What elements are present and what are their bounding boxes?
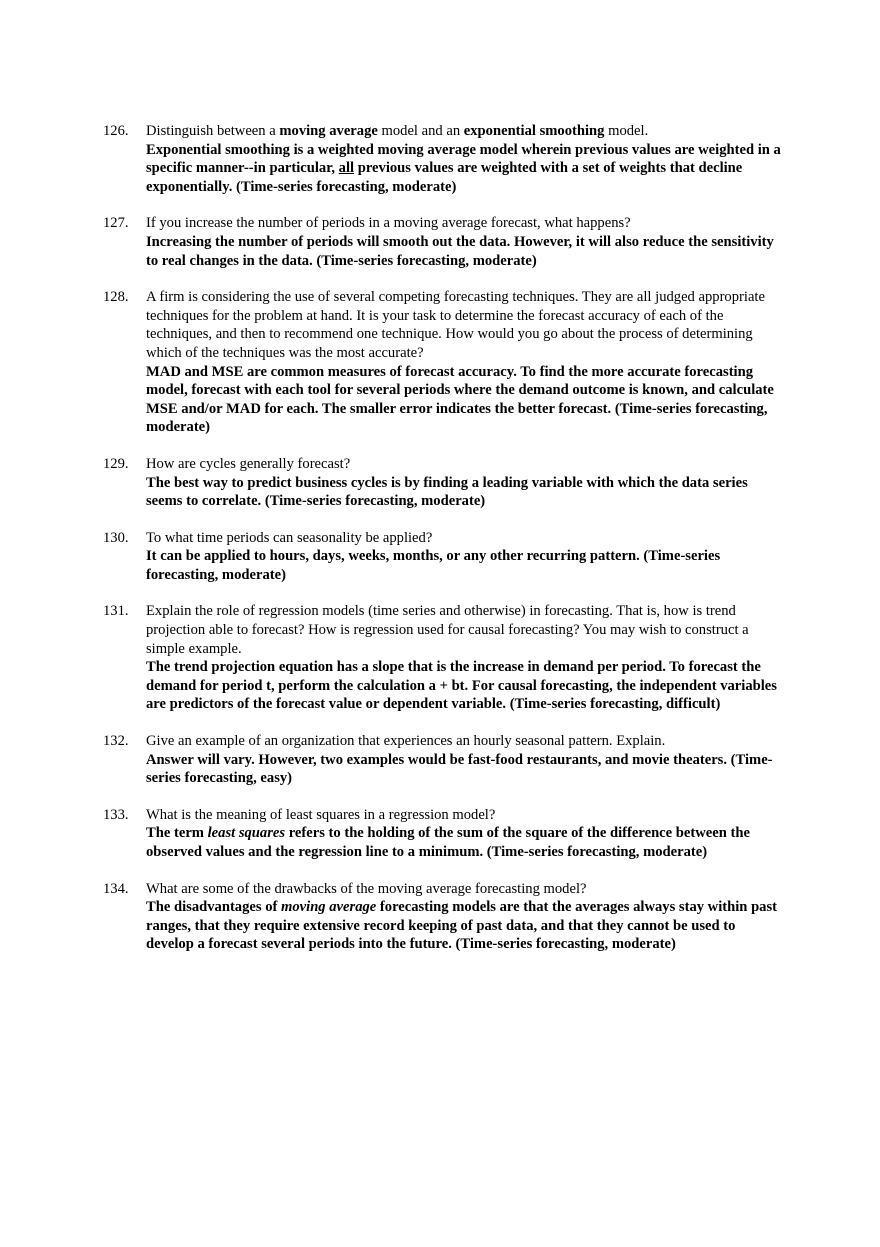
question-text: A firm is considering the use of several competing forecasting techniques. They are all judged appropriate techniques for the problem at hand. It is your task to determine the forecast accuracy of each of the techniques, and then to recommend one technique. How would you go about the process of determining which of the techniques was the most accurate? (146, 289, 765, 361)
answer-text: The best way to predict business cycles is by finding a leading variable with which the data series seems to correlate. (Time-series forecasting, moderate) (146, 474, 748, 510)
answer-text: The term least squares refers to the holding of the sum of the square of the difference between the observed values and the regression line to a minimum. (Time-series forecasting, moderate) (146, 825, 750, 860)
question-text: Give an example of an organization that experiences an hourly seasonal pattern. Explain. (146, 733, 666, 750)
question-item-131 (103, 602, 783, 714)
question-item-127 (103, 214, 783, 270)
question-text: What are some of the drawbacks of the moving average forecasting model? (146, 880, 587, 897)
question-text: Distinguish between a moving average model and an exponential smoothing model. (146, 123, 649, 139)
question-number: 126. (103, 123, 129, 139)
question-text: To what time periods can seasonality be applied? (146, 529, 433, 546)
question-number: 133. (103, 806, 129, 823)
question-number: 127. (103, 215, 129, 232)
answer-text: The disadvantages of moving average forecasting models are that the averages always stay within past ranges, that they require extensive record keeping of past data, and that they cannot be used to develop a forecast several periods into the future. (Time-series forecasting, moderate) (146, 899, 778, 953)
question-number: 132. (103, 733, 129, 750)
question-text: What is the meaning of least squares in a regression model? (146, 806, 496, 823)
question-item-132 (103, 732, 783, 788)
answer-text: The trend projection equation has a slope that is the increase in demand per period. To forecast the demand for period t, perform the calculation a + bt. For causal forecasting, the independent variables are predictors of the forecast value or dependent variable. (Time-series forecasting, difficult) (146, 659, 777, 713)
question-number: 134. (103, 880, 129, 897)
question-item-130 (103, 529, 783, 585)
question-item-126 (103, 122, 783, 196)
question-item-134 (103, 880, 783, 954)
question-number: 131. (103, 603, 129, 620)
question-item-133 (103, 806, 783, 862)
answer-text: Exponential smoothing is a weighted moving average model wherein previous values are weighted in a specific manner--in particular, all previous values are weighted with a set of weights that decline exponentially. (Time-series forecasting, moderate) (146, 141, 781, 195)
question-text: How are cycles generally forecast? (146, 455, 351, 472)
answer-text: MAD and MSE are common measures of forecast accuracy. To find the more accurate forecasting model, forecast with each tool for several periods where the demand outcome is known, and calculate MSE and/or MAD for each. The smaller error indicates the better forecast. (Time-series forecasting, moderate) (146, 363, 774, 436)
question-list (103, 122, 783, 972)
question-text: Explain the role of regression models (time series and otherwise) in forecasting. That is, how is trend projection able to forecast? How is regression used for causal forecasting? You may wish to construct a simple example. (146, 603, 749, 657)
question-number: 129. (103, 455, 129, 472)
answer-text: Increasing the number of periods will smooth out the data. However, it will also reduce the sensitivity to real changes in the data. (Time-series forecasting, moderate) (146, 233, 774, 269)
question-item-128 (103, 288, 783, 437)
question-item-129 (103, 455, 783, 511)
answer-text: Answer will vary. However, two examples would be fast-food restaurants, and movie theaters. (Time-series forecasting, easy) (146, 751, 773, 787)
answer-text: It can be applied to hours, days, weeks, months, or any other recurring pattern. (Time-series forecasting, moderate) (146, 548, 721, 583)
question-text: If you increase the number of periods in a moving average forecast, what happens? (146, 215, 631, 232)
question-number: 130. (103, 529, 129, 546)
question-number: 128. (103, 289, 129, 306)
